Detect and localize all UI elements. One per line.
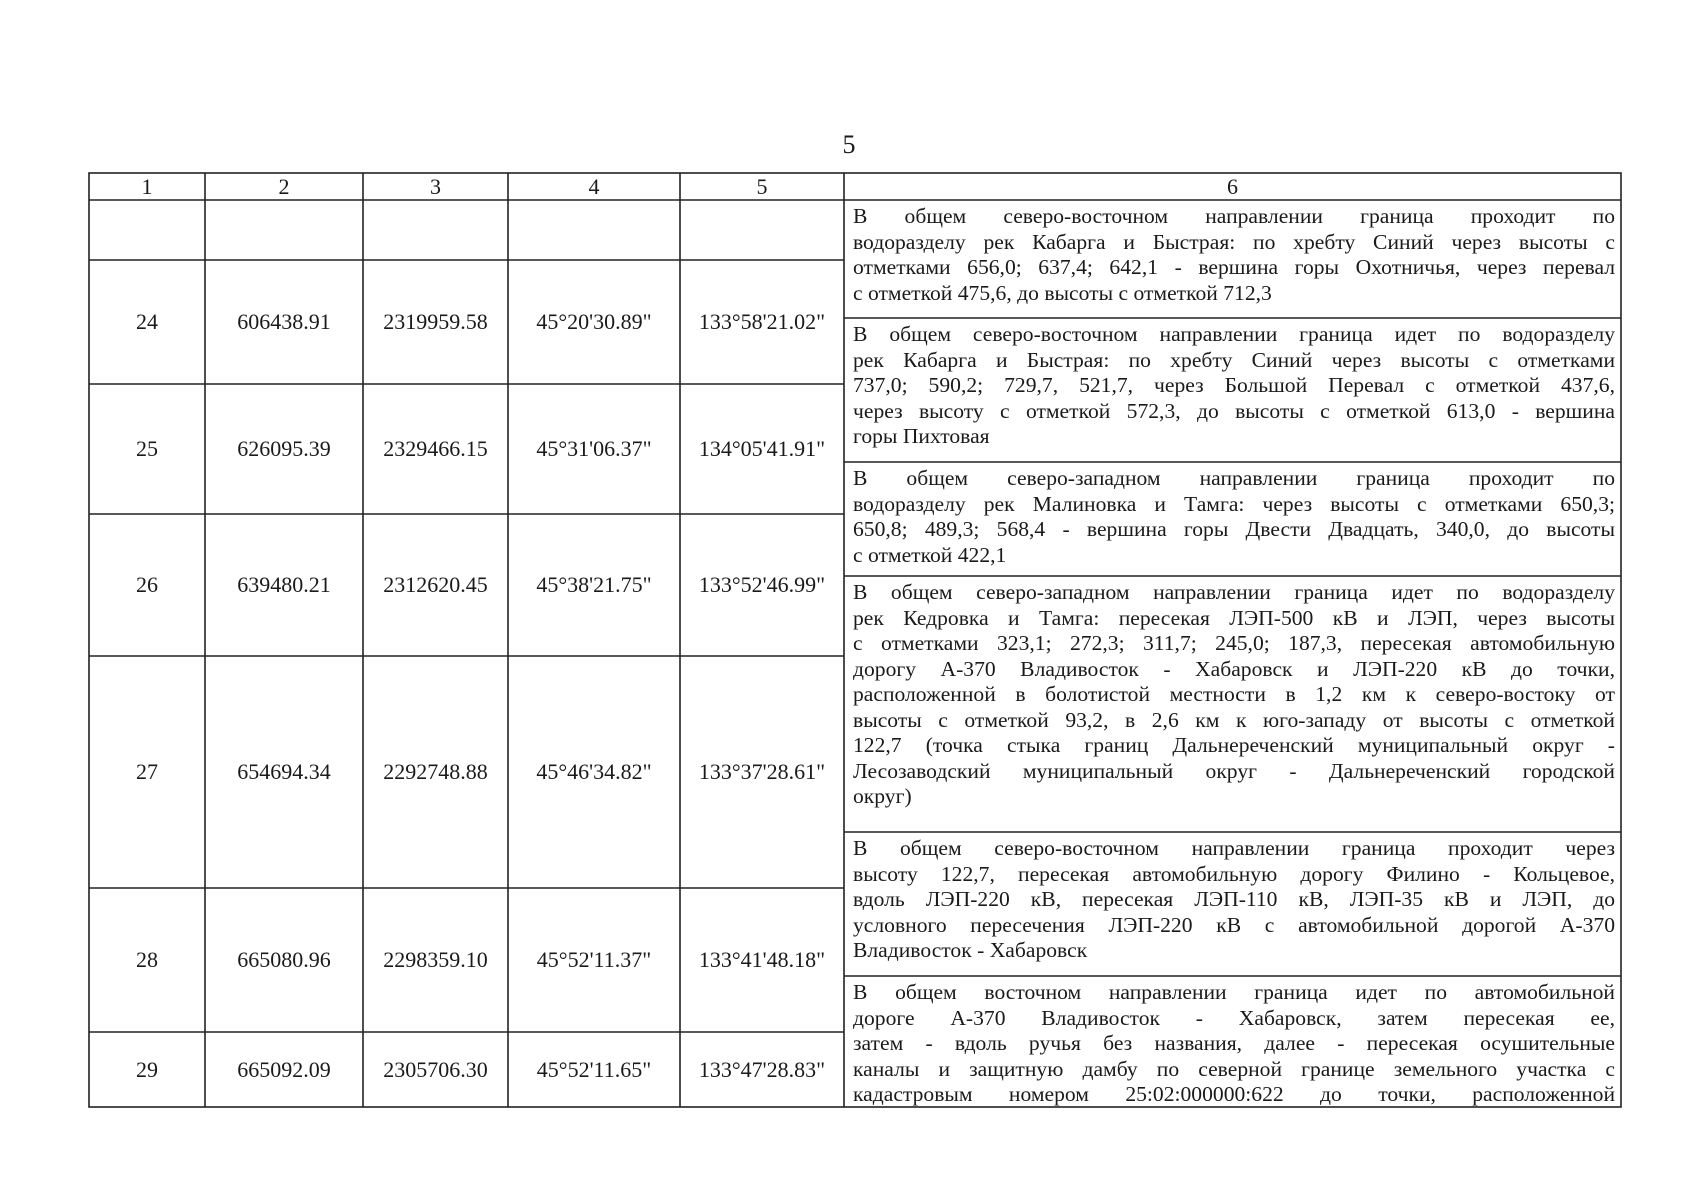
coord-y: 2305706.30 (383, 1056, 488, 1082)
description-line: округ) (853, 784, 912, 808)
latitude: 45°31'06.37" (536, 436, 652, 461)
description-line: отметками 656,0; 637,4; 642,1 - вершина горы Охотничья, через перевал (853, 255, 1615, 279)
coord-y: 2329466.15 (383, 436, 488, 461)
description-line: расположенной в болотистой местности в 1,2 км к северо-востоку от (853, 682, 1615, 706)
header-col-5: 5 (756, 173, 768, 199)
description-line: рек Кедровка и Тамга: пересекая ЛЭП-500 кВ и ЛЭП, через высоты (853, 605, 1615, 630)
longitude: 133°37'28.61" (698, 759, 826, 784)
coord-x: 665092.09 (237, 1056, 331, 1082)
latitude: 45°52'11.37" (536, 947, 652, 972)
coord-x: 665080.96 (237, 947, 331, 972)
boundary-description (853, 204, 1615, 306)
boundary-description (853, 836, 1615, 964)
description-line: Лесозаводский муниципальный округ - Дальнереченский городской (853, 758, 1615, 783)
description-line: высоты с отметкой 93,2, в 2,6 км к юго-западу от высоты с отметкой (853, 707, 1615, 732)
latitude: 45°52'11.65" (536, 1056, 652, 1082)
latitude: 45°38'21.75" (536, 572, 652, 597)
description-line: В общем северо-восточном направлении граница проходит через (853, 836, 1615, 860)
boundary-description (853, 322, 1615, 450)
point-number: 26 (136, 572, 158, 597)
description-line: дороге А-370 Владивосток - Хабаровск, затем пересекая ее, (853, 1005, 1615, 1030)
point-number: 28 (136, 947, 158, 972)
point-number: 24 (136, 309, 158, 334)
header-col-2: 2 (278, 173, 290, 199)
point-number: 25 (136, 436, 158, 461)
latitude: 45°46'34.82" (536, 759, 652, 784)
coord-y: 2298359.10 (383, 947, 488, 972)
description-line: 122,7 (точка стыка границ Дальнереченский муниципальный округ - (853, 733, 1615, 757)
description-line: условного пересечения ЛЭП-220 кВ с автомобильной дорогой А-370 (853, 912, 1615, 937)
description-line: В общем северо-западном направлении граница идет по водоразделу (853, 580, 1615, 604)
longitude: 133°58'21.02" (698, 309, 826, 334)
description-line: с отметкой 422,1 (853, 542, 1007, 567)
description-line: горы Пихтовая (853, 424, 990, 448)
description-line: В общем восточном направлении граница идет по автомобильной (853, 980, 1615, 1004)
description-line: В общем северо-восточном направлении граница идет по водоразделу (853, 322, 1615, 346)
latitude: 45°20'30.89" (536, 309, 652, 334)
coord-x: 626095.39 (237, 436, 331, 461)
description-line: водоразделу рек Малиновка и Тамга: через высоты с отметками 650,3; (853, 491, 1615, 516)
description-line: высоту 122,7, пересекая автомобильную дорогу Филино - Кольцевое, (853, 861, 1615, 886)
coord-x: 654694.34 (237, 759, 331, 784)
coord-x: 606438.91 (237, 309, 331, 334)
description-line: вдоль ЛЭП-220 кВ, пересекая ЛЭП-110 кВ, ЛЭП-35 кВ и ЛЭП, до (853, 887, 1615, 911)
description-line: каналы и защитную дамбу по северной границе земельного участка с (853, 1056, 1615, 1081)
description-line: с отметками 323,1; 272,3; 311,7; 245,0; 187,3, пересекая автомобильную (853, 631, 1615, 655)
longitude: 133°47'28.83" (698, 1056, 826, 1082)
page-number: 5 (842, 130, 856, 159)
header-col-1: 1 (141, 173, 153, 199)
coord-y: 2292748.88 (383, 759, 488, 784)
description-line: кадастровым номером 25:02:000000:622 до точки, расположенной (853, 1082, 1615, 1106)
boundary-description (853, 466, 1615, 568)
description-line: В общем северо-западном направлении граница проходит по (853, 466, 1615, 490)
longitude: 133°41'48.18" (698, 947, 826, 972)
description-line: Владивосток - Хабаровск (853, 938, 1088, 962)
description-line: с отметкой 475,6, до высоты с отметкой 712,3 (853, 280, 1272, 305)
description-line: дорогу А-370 Владивосток - Хабаровск и ЛЭП-220 кВ до точки, (853, 656, 1615, 681)
point-number: 27 (136, 759, 158, 784)
description-line: через высоту с отметкой 572,3, до высоты с отметкой 613,0 - вершина (853, 398, 1615, 423)
description-line: В общем северо-восточном направлении граница проходит по (853, 204, 1615, 228)
header-col-4: 4 (588, 173, 600, 199)
header-col-3: 3 (430, 173, 441, 199)
description-line: водоразделу рек Кабарга и Быстрая: по хребту Синий через высоты с (853, 229, 1615, 254)
description-line: рек Кабарга и Быстрая: по хребту Синий через высоты с отметками (853, 347, 1615, 372)
description-line: 650,8; 489,3; 568,4 - вершина горы Двести Двадцать, 340,0, до высоты (853, 517, 1615, 541)
coord-y: 2312620.45 (383, 572, 488, 597)
description-line: затем - вдоль ручья без названия, далее - пересекая осушительные (853, 1031, 1615, 1055)
coord-x: 639480.21 (237, 572, 331, 597)
point-number: 29 (136, 1056, 158, 1082)
longitude: 134°05'41.91" (698, 436, 826, 461)
coord-y: 2319959.58 (383, 309, 488, 334)
longitude: 133°52'46.99" (698, 572, 826, 597)
description-line: 737,0; 590,2; 729,7, 521,7, через Большой Перевал с отметкой 437,6, (853, 373, 1615, 397)
boundary-description (853, 580, 1615, 810)
header-col-6: 6 (1227, 173, 1238, 199)
boundary-table (88, 172, 1622, 1108)
boundary-description (853, 980, 1615, 1108)
